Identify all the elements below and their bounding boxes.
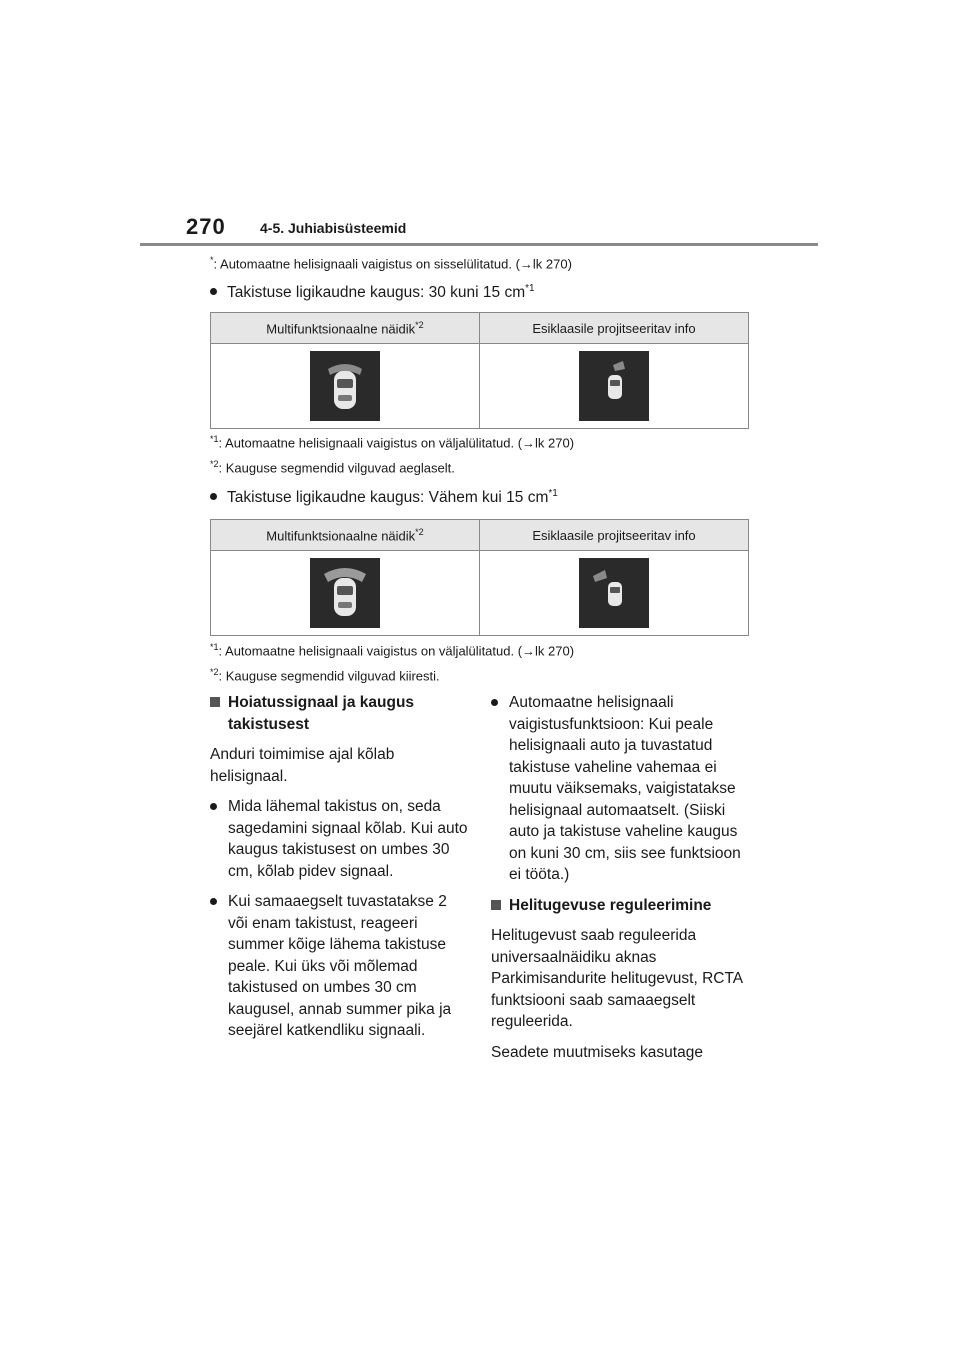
footnote-2a: $^{*1}$: Automaatne helisignaali vaigistus on väljalülitatud. (→lk 270) <box>210 642 575 659</box>
warning-heading: Hoiatussignaal ja kaugus takistusest <box>210 692 470 735</box>
table-header-hud: Esiklaasile projitseeritav info <box>480 520 749 551</box>
list-item: Kui samaaegselt tuvastatakse 2 või enam takistust, reageeri summer kõige lähema takistuse peale. Kui üks või mõlemad takistused on umbes 30 cm kaugusel, annab summer pika ja seejärel katkendliku signaali. <box>210 891 470 1042</box>
footnote-2b: $^{*2}$: Kauguse segmendid vilguvad kiiresti. <box>210 667 440 684</box>
volume-settings-paragraph: Seadete muutmiseks kasutage <box>491 1043 703 1061</box>
right-column <box>491 692 751 1072</box>
footnote-1b: $^{*2}$: Kauguse segmendid vilguvad aeglaselt. <box>210 459 455 476</box>
bullet-dot-icon <box>210 288 217 295</box>
bullet-dot-icon <box>210 898 217 905</box>
bullet-dot-icon <box>210 493 217 500</box>
bullet-dot-icon <box>210 803 217 810</box>
display-table-2 <box>210 519 749 636</box>
footnote-1a: $^{*1}$: Automaatne helisignaali vaigistus on väljalülitatud. (→lk 270) <box>210 434 575 451</box>
square-bullet-icon <box>210 697 220 707</box>
volume-paragraph: Helitugevust saab reguleerida universaalnäidiku aknas Parkimisandurite helitugevust, RCTA funktsiooni saab samaaegselt reguleerida. <box>491 927 743 1030</box>
bullet-dot-icon <box>491 699 498 706</box>
section-title: 4-5. Juhiabisüsteemid <box>260 220 407 236</box>
car-hud-display-image <box>579 558 649 628</box>
distance-bullet-1: Takistuse ligikaudne kaugus: 30 kuni 15 $cm^{*1}$ <box>210 283 535 302</box>
distance-bullet-2: Takistuse ligikaudne kaugus: Vähem kui 15 $cm^{*1}$ <box>210 488 558 507</box>
car-sensor-display-image <box>310 558 380 628</box>
volume-heading: Helitugevuse reguleerimine <box>491 895 751 917</box>
left-column <box>210 692 470 1051</box>
square-bullet-icon <box>491 900 501 910</box>
list-item: Mida lähemal takistus on, seda sagedamini signaal kõlab. Kui auto kaugus takistusest on umbes 30 cm, kõlab pidev signaal. <box>210 796 470 882</box>
page-number: 270 <box>186 214 226 239</box>
car-sensor-display-image <box>310 351 380 421</box>
table-header-multi-display: Multifunktsionaalne näidik$^{*2}$ <box>211 313 480 344</box>
header-divider <box>140 243 818 246</box>
table-header-multi-display: Multifunktsionaalne näidik$^{*2}$ <box>211 520 480 551</box>
warning-intro: Anduri toimimise ajal kõlab helisignaal. <box>210 746 395 785</box>
list-item: Automaatne helisignaali vaigistusfunktsioon: Kui peale helisignaali auto ja tuvastatud takistuse vaheline vahemaa ei muutu väiksemaks, vaigistatakse helisignaal automaatselt. (Siiski auto ja takistuse vaheline kaugus on kuni 30 cm, siis see funktsioon ei tööta.) <box>491 692 751 886</box>
table-header-hud: Esiklaasile projitseeritav info <box>480 313 749 344</box>
top-note: *: Automaatne helisignaali vaigistus on sisselülitatud. (→lk 270) <box>210 255 572 272</box>
display-table-1 <box>210 312 749 429</box>
car-hud-display-image <box>579 351 649 421</box>
